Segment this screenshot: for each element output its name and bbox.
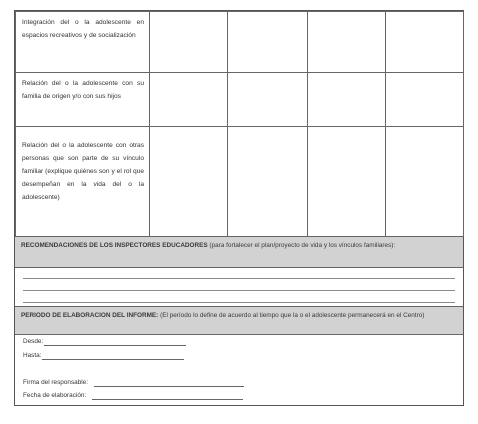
table-cell[interactable] (386, 127, 464, 237)
row-label-cell (16, 12, 150, 73)
hasta-label: Hasta: (23, 352, 42, 359)
table-row (16, 73, 464, 127)
period-heading: PERIODO DE ELABORACION DEL INFORME: (21, 312, 159, 319)
period-header (15, 306, 463, 335)
fecha-input[interactable] (92, 392, 243, 400)
recommendations-header (15, 236, 463, 268)
table-cell[interactable] (386, 73, 464, 127)
firma-label: Firma del responsable: (23, 379, 89, 386)
recommendations-line[interactable] (23, 278, 455, 279)
desde-label: Desde: (23, 338, 44, 345)
hasta-input[interactable] (42, 352, 184, 360)
table-row (16, 127, 464, 237)
firma-field (23, 378, 244, 387)
table-cell[interactable] (150, 127, 228, 237)
row-label-cell (16, 73, 150, 127)
report-form (14, 10, 464, 406)
recommendations-heading: RECOMENDACIONES DE LOS INSPECTORES EDUCADORES (21, 242, 208, 249)
recommendations-line[interactable] (23, 302, 455, 303)
table-cell[interactable] (308, 12, 386, 73)
row-label-other-relations: Relación del o la adolescente con otras personas que son parte de su vínculo familiar (explique quiénes son y el rol que desempeñan en la vida del o la adolescente) (22, 142, 144, 201)
table-cell[interactable] (150, 73, 228, 127)
firma-input[interactable] (94, 379, 244, 387)
table-cell[interactable] (308, 127, 386, 237)
assessment-table (15, 11, 464, 237)
table-cell[interactable] (228, 73, 308, 127)
period-note: (El período lo define de acuerdo al tiempo que la o el adolescente permanecerá en el Centro) (158, 312, 425, 319)
recommendations-note: (para fortalecer el plan/proyecto de vida y los vínculos familiares): (207, 242, 396, 249)
desde-input[interactable] (44, 338, 186, 346)
fecha-label: Fecha de elaboración: (23, 392, 87, 399)
desde-field (23, 337, 186, 346)
recommendations-line[interactable] (23, 290, 455, 291)
row-label-cell (16, 127, 150, 237)
table-cell[interactable] (308, 73, 386, 127)
table-cell[interactable] (228, 127, 308, 237)
fecha-field (23, 391, 243, 400)
table-cell[interactable] (150, 12, 228, 73)
hasta-field (23, 351, 184, 360)
table-row (16, 12, 464, 73)
table-cell[interactable] (386, 12, 464, 73)
table-cell[interactable] (228, 12, 308, 73)
row-label-family-relation: Relación del o la adolescente con su familia de origen y/o con sus hijos (22, 80, 144, 100)
row-label-integration: Integración del o la adolescente en espacios recreativos y de socialización (22, 19, 144, 39)
